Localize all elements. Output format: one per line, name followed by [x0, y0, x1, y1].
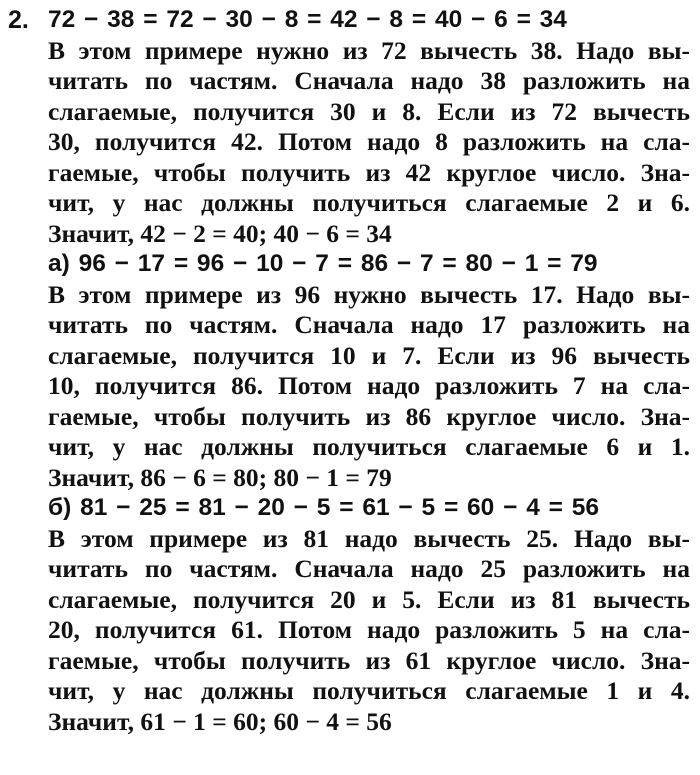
text-line: В этом примере из 96 нужно вычесть 17. Надо вы- [48, 279, 690, 309]
text-line: чит, у нас должны получиться слагаемые 2 и 6. [48, 188, 690, 217]
text-line: слагаемые, получится 10 и 7. Если из 96 вычесть [48, 340, 690, 370]
text-line: чит, у нас должны получиться слагаемые 6 и 1. [48, 432, 690, 461]
equation-line: 72 − 38 = 72 − 30 − 8 = 42 − 8 = 40 − 6 = 34 [48, 6, 567, 33]
text-line: слагаемые, получится 30 и 8. Если из 72 вычесть [48, 96, 690, 126]
text-line: Значит, 61 − 1 = 60; 60 − 4 = 56 [48, 706, 392, 736]
equation-line: а) 96 − 17 = 96 − 10 − 7 = 86 − 7 = 80 − 1 = 79 [48, 250, 598, 277]
text-line: чит, у нас должны получиться слагаемые 1 и 4. [48, 676, 690, 705]
solution-text-column [48, 5, 690, 737]
text-line: В этом примере из 81 надо вычесть 25. Надо вы- [48, 523, 690, 553]
text-line: читать по частям. Сначала надо 17 разложить на [48, 310, 690, 339]
text-line: 10, получится 86. Потом надо разложить 7 на сла- [48, 371, 690, 400]
text-line: гаемые, чтобы получить из 61 круглое число. Зна- [48, 645, 690, 675]
text-line: Значит, 42 − 2 = 40; 40 − 6 = 34 [48, 218, 392, 248]
text-line: В этом примере нужно из 72 вычесть 38. Надо вы- [48, 35, 690, 65]
equation-line: б) 81 − 25 = 81 − 20 − 5 = 61 − 5 = 60 − 4 = 56 [48, 494, 600, 521]
text-line: слагаемые, получится 20 и 5. Если из 81 вычесть [48, 584, 690, 614]
text-line: читать по частям. Сначала надо 38 разложить на [48, 66, 690, 95]
text-line: читать по частям. Сначала надо 25 разложить на [48, 554, 690, 583]
text-line: 20, получится 61. Потом надо разложить 5 на сла- [48, 615, 690, 644]
text-line: гаемые, чтобы получить из 42 круглое число. Зна- [48, 157, 690, 187]
text-line: Значит, 86 − 6 = 80; 80 − 1 = 79 [48, 462, 392, 492]
task-number: 2. [8, 6, 29, 34]
text-line: 30, получится 42. Потом надо 8 разложить на сла- [48, 127, 690, 156]
text-line: гаемые, чтобы получить из 86 круглое число. Зна- [48, 401, 690, 431]
